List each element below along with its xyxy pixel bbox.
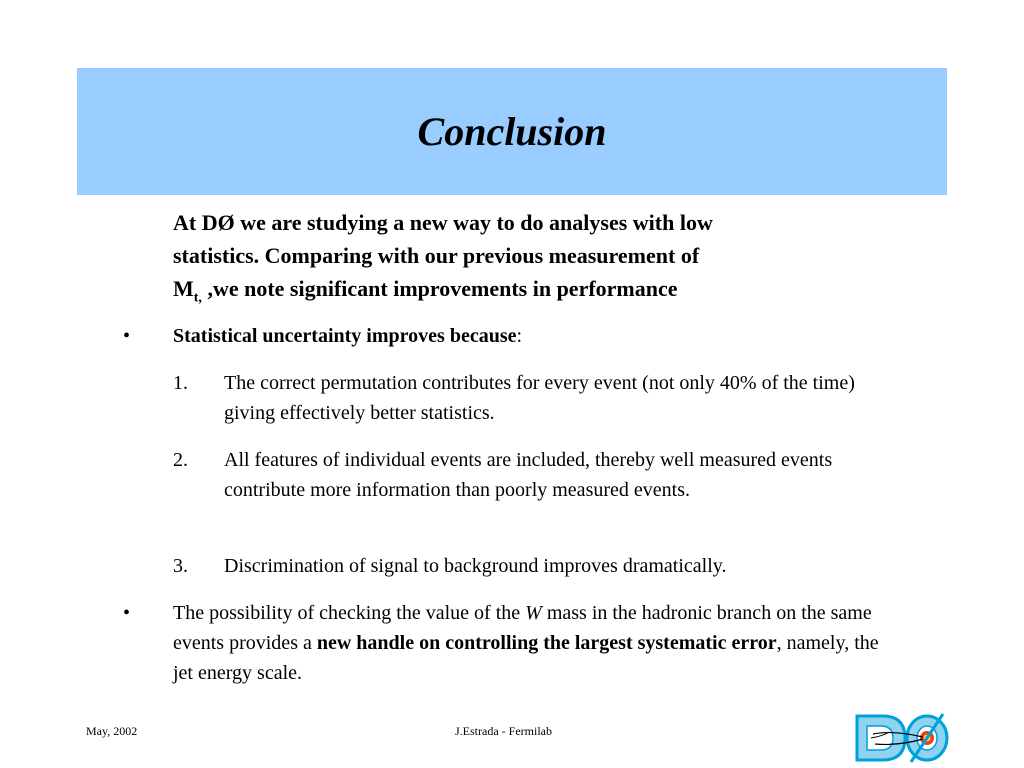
bullet-icon: • (123, 602, 131, 624)
mass-subscript: t, (193, 290, 202, 306)
bullet-statistical-bold: Statistical uncertainty improves because (173, 325, 517, 347)
bullet-icon: • (123, 325, 131, 347)
bullet-statistical-suffix: : (516, 325, 523, 347)
mass-symbol: M (173, 276, 194, 301)
bullet-w-mass-text (173, 598, 903, 688)
intro-line-1: At DØ we are studying a new way to do analyses with low (173, 210, 713, 235)
item-text: The correct permutation contributes for every event (not only 40% of the time) giving effectively better statistics. (224, 372, 855, 424)
intro-line-3-text: ,we note significant improvements in performance (201, 276, 678, 301)
w-boson-symbol: W (525, 602, 542, 624)
slide-title: Conclusion (417, 109, 607, 154)
item-number: 3. (173, 555, 188, 577)
footer-date: May, 2002 (86, 724, 138, 738)
w-mass-part-3: , namely, the jet energy scale. (173, 632, 879, 684)
intro-paragraph (173, 206, 903, 314)
d0-logo-icon (853, 710, 953, 766)
item-number: 1. (173, 372, 188, 394)
intro-line-2: statistics. Comparing with our previous measurement of (173, 243, 700, 268)
footer-author: J.Estrada - Fermilab (455, 724, 552, 738)
item-number: 2. (173, 449, 188, 471)
bullet-statistical-text (173, 321, 522, 351)
w-mass-part-1: The possibility of checking the value of the (173, 602, 526, 624)
w-mass-part-2: mass in the hadronic branch on the same events provides a (173, 602, 872, 654)
w-mass-bold: new handle on controlling the largest systematic error (316, 632, 777, 654)
item-text: Discrimination of signal to background improves dramatically. (224, 555, 727, 577)
item-text: All features of individual events are included, thereby well measured events contribute more information than poorly measured events. (224, 449, 833, 501)
intro-line-3 (173, 272, 903, 314)
